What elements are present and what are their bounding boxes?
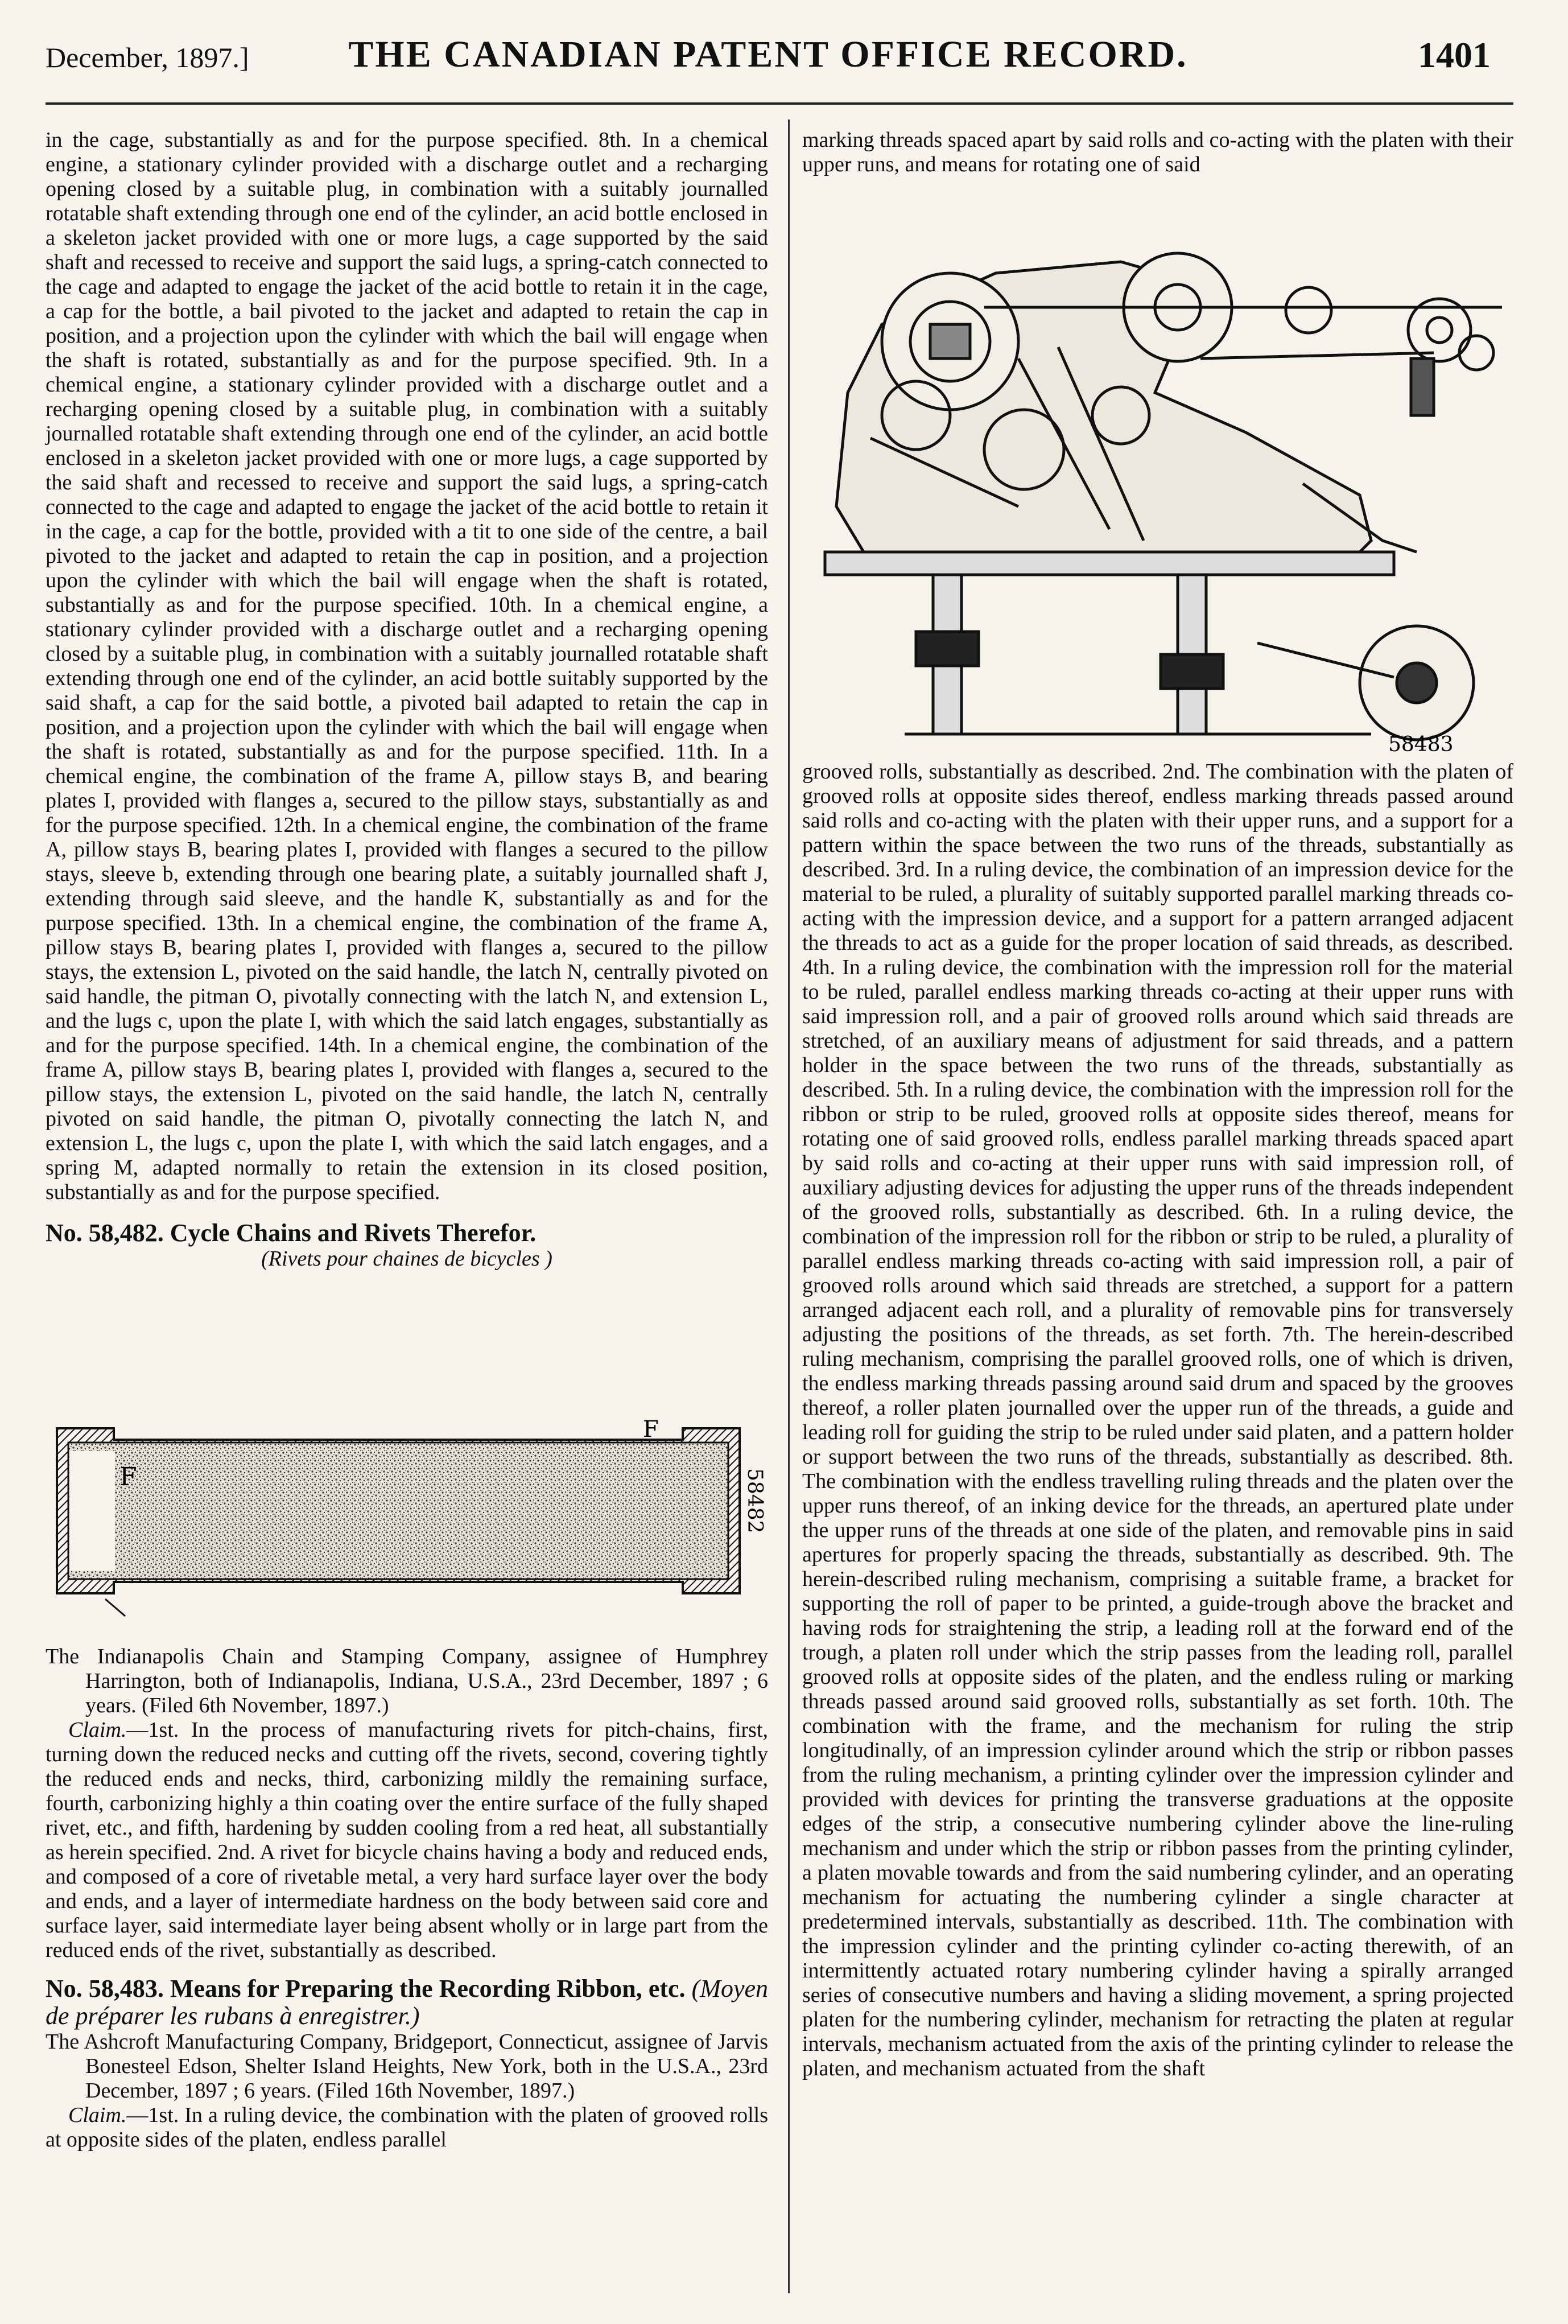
page-number: 1401 — [1418, 35, 1491, 75]
column-divider — [788, 120, 790, 2293]
patent-title: Cycle Chains and Rivets Therefor. — [170, 1219, 537, 1247]
patent-58482-claims — [46, 1718, 768, 1963]
figure-label-f-top: F — [643, 1416, 659, 1443]
patent-58482-assignee: The Indianapolis Chain and Stamping Company, assignee of Humphrey Harrington, both of Indianapolis, Indiana, U.S.A., 23rd December, 1897 ; 6 years. (Filed 6th November, 1897.) — [46, 1645, 768, 1717]
figure-number: 58483 — [1388, 733, 1454, 756]
claim-text: —1st. In the process of manufacturing rivets for pitch-chains, first, turning down the reduced necks and cutting off the rivets, second, covering tightly the reduced ends and necks, third, carbonizing mildly the remaining surface, fourth, carbonizing highly a thin coating over the entire surface of the fully shaped rivet, etc., and fifth, hardening by sudden cooling from a red heat, all substantially as herein specified. 2nd. A rivet for bicycle chains having a body and reduced ends, and composed of a core of rivetable metal, a very hard surface layer over the body and ends, and a layer of intermediate hardness on the body between said core and surface layer, said intermediate layer being absent wholly or in large part from the reduced ends of the rivet, substantially as described. — [46, 1718, 768, 1962]
right-column-top — [802, 128, 1513, 177]
header-rule — [46, 102, 1513, 105]
claim-label: Claim. — [68, 2103, 127, 2127]
ruling-machine-figure — [802, 188, 1513, 757]
patent-french-title: (Rivets pour chaines de bicycles ) — [261, 1247, 552, 1271]
claim-label: Claim. — [68, 1718, 127, 1742]
rivet-figure — [51, 1411, 768, 1639]
journal-title: THE CANADIAN PATENT OFFICE RECORD. — [348, 34, 1188, 75]
patent-number: No. 58,482. — [46, 1219, 164, 1247]
patent-58483-assignee: The Ashcroft Manufacturing Company, Bridgeport, Connecticut, assignee of Jarvis Bonesteel Edson, Shelter Island Heights, New York, both in the U.S.A., 23rd December, 1897 ; 6 years. (Filed 16th November, 1897.) — [46, 2030, 768, 2103]
claim-text: —1st. In a ruling device, the combination with the platen of grooved rolls at opposite sides of the platen, endless parallel — [46, 2103, 768, 2152]
patent-number: No. 58,483. — [46, 1975, 164, 2002]
figure-number: 58482 — [743, 1468, 766, 1534]
continued-claims-text: in the cage, substantially as and for the purpose specified. 8th. In a chemical engine, a stationary cylinder provided with a discharge outlet and a recharging opening closed by a suitable plug, in combination with a suitably journalled rotatable shaft extending through one end of the cylinder, an acid bottle enclosed in a skeleton jacket provided with one or more lugs, a cage supported by the said shaft and recessed to receive and support the said lugs, a spring-catch connected to the cage and adapted to engage the jacket of the acid bottle to retain it in the cage, a cap for the bottle, a bail pivoted to the jacket and adapted to retain the cap in position, and a projection upon the cylinder with which the bail will engage when the shaft is rotated, substantially as and for the purpose specified. 9th. In a chemical engine, a stationary cylinder provided with a discharge outlet and a recharging opening closed by a suitable plug, in combination with a suitably journalled rotatable shaft extending through one end of the cylinder, an acid bottle enclosed in a skeleton jacket provided with one or more lugs, a cage supported by the said shaft and recessed to receive and support the said lugs, a spring-catch connected to the cage and adapted to engage the jacket of the acid bottle to retain it in the cage, a cap for the bottle, provided with a tit to one side of the centre, a bail pivoted to the jacket and adapted to retain the cap in position, and a projection upon the cylinder with which the bail will engage when the shaft is rotated, substantially as and for the purpose specified. 10th. In a chemical engine, a stationary cylinder provided with a discharge outlet and a recharging opening closed by a suitable plug, in combination with a suitably journalled rotatable shaft extending through one end of the cylinder, an acid bottle suitably supported by the said shaft, a cap for the said bottle, a pivoted bail adapted to retain the cap in position, and a projection upon the cylinder with which the bail will engage when the shaft is rotated, substantially as and for the purpose specified. 11th. In a chemical engine, the combination of the frame A, pillow stays B, and bearing plates I, provided with flanges a, secured to the pillow stays, substantially as and for the purpose specified. 12th. In a chemical engine, the combination of the frame A, pillow stays B, bearing plates I, provided with flanges a secured to the pillow stays, sleeve b, extending through one bearing plate, a suitably journalled shaft J, extending through said sleeve, and the handle K, substantially as and for the purpose specified. 13th. In a chemical engine, the combination of the frame A, pillow stays B, bearing plates I, provided with flanges a, secured to the pillow stays, the extension L, pivoted on the said handle, the latch N, centrally pivoted on said handle, the pitman O, pivotally connecting with the latch N, and extension L, and the lugs c, upon the plate I, with which the said latch engages, substantially as and for the purpose specified. 14th. In a chemical engine, the combination of the frame A, pillow stays B, bearing plates I, provided with flanges a, secured to the pillow stays, the extension L, pivoted on the said handle, the latch N, centrally pivoted on said handle, the pitman O, pivotally connecting the latch N, and extension L, the lugs c, upon the plate I, with which the said latch engages, and a spring M, adapted normally to retain the extension in its closed position, substantially as and for the purpose specified. — [46, 128, 768, 1204]
left-column-bottom — [46, 1645, 768, 2152]
patent-58483-claims-start — [46, 2103, 768, 2152]
figure-label-f: F — [119, 1462, 137, 1491]
patent-58483-claims-continued: grooved rolls, substantially as described. 2nd. The combination with the platen of grooved rolls at opposite sides thereof, endless marking threads passed around said rolls and co-acting with the platen with their upper runs, and a support for a pattern within the space between the two runs of the threads, substantially as described. 3rd. In a ruling device, the combination of an impression device for the material to be ruled, a plurality of suitably supported parallel marking threads co-acting with the impression device, and a support for a pattern arranged adjacent the threads to act as a guide for the proper location of said threads, as described. 4th. In a ruling device, the combination with the impression roll for the material to be ruled, parallel endless marking threads co-acting at their upper runs with said impression roll, and a pair of grooved rolls around which said threads are stretched, of an auxiliary means of adjustment for said threads, and a pattern holder in the space between the two runs of the threads, substantially as described. 5th. In a ruling device, the combination with the impression roll for the ribbon or strip to be ruled, grooved rolls at opposite sides thereof, means for rotating one of said grooved rolls, endless parallel marking threads spaced apart by said rolls and co-acting at their upper runs with said impression roll, of auxiliary adjusting devices for adjusting the upper runs of the threads independent of the grooved rolls, substantially as described. 6th. In a ruling device, the combination of the impression roll for the ribbon or strip to be ruled, a plurality of parallel endless marking threads co-acting with said impression roll, a pair of grooved rolls around which said threads are stretched, a support for a pattern arranged adjacent each roll, and a plurality of removable pins for transversely adjusting the positions of the threads, as set forth. 7th. The herein-described ruling mechanism, comprising the parallel grooved rolls, one of which is driven, the endless marking threads passing around said drum and spaced by the grooves thereof, a roller platen journalled over the upper run of the threads, a guide and leading roll for guiding the strip to be ruled under said platen, and a pattern holder or support between the two runs of the threads, substantially as described. 8th. The combination with the endless travelling ruling threads and the platen over the upper runs thereof, of an inking device for the threads, an apertured plate under the upper runs of the threads at one side of the platen, and removable pins in said apertures for properly spacing the threads, substantially as described. 9th. The herein-described ruling mechanism, comprising a suitable frame, a bracket for supporting the roll of paper to be printed, a guide-trough above the bracket and having rods for straightening the strip, a leading roll at the forward end of the trough, a platen roll under which the strip passes from the leading roll, parallel grooved rolls at opposite sides of the platen, and the endless ruling or marking threads passed around said grooved rolls, substantially as set forth. 10th. The combination with the frame, and the mechanism for ruling the strip longitudinally, of an impression cylinder around which the strip or ribbon passes from the ruling mechanism, a printing cylinder over the impression cylinder and provided with devices for printing the transverse graduations at the opposite edges of the strip, a consecutive numbering cylinder above the line-ruling mechanism and under which the strip or ribbon passes from the printing cylinder, a platen movable towards and from the said numbering cylinder, and an operating mechanism for actuating the numbering cylinder a single character at predetermined intervals, substantially as described. 11th. The combination with the impression cylinder and the printing cylinder co-acting therewith, of an intermittently actuated rotary numbering cylinder having a spirally arranged series of consecutive numbers and having a sliding movement, a spring projected platen for the numbering cylinder, mechanism for retracting the platen at regular intervals, mechanism actuated from the axis of the printing cylinder to release the platen, and mechanism actuated from the shaft — [802, 760, 1513, 2080]
right-column-bottom — [802, 760, 1513, 2081]
patent-french-title: (Moyen de préparer les rubans à enregistrer.) — [46, 1975, 769, 2030]
patent-58482-heading — [46, 1219, 768, 1247]
header-date: December, 1897.] — [46, 42, 249, 73]
claim-continuation-text: marking threads spaced apart by said rolls and co-acting with the platen with their upper runs, and means for rotating one of said — [802, 128, 1513, 176]
page-header — [46, 28, 1491, 85]
left-column-top — [46, 128, 768, 1271]
patent-58483-heading — [46, 1975, 768, 2030]
patent-title: Means for Preparing the Recording Ribbon, etc. — [170, 1975, 686, 2002]
